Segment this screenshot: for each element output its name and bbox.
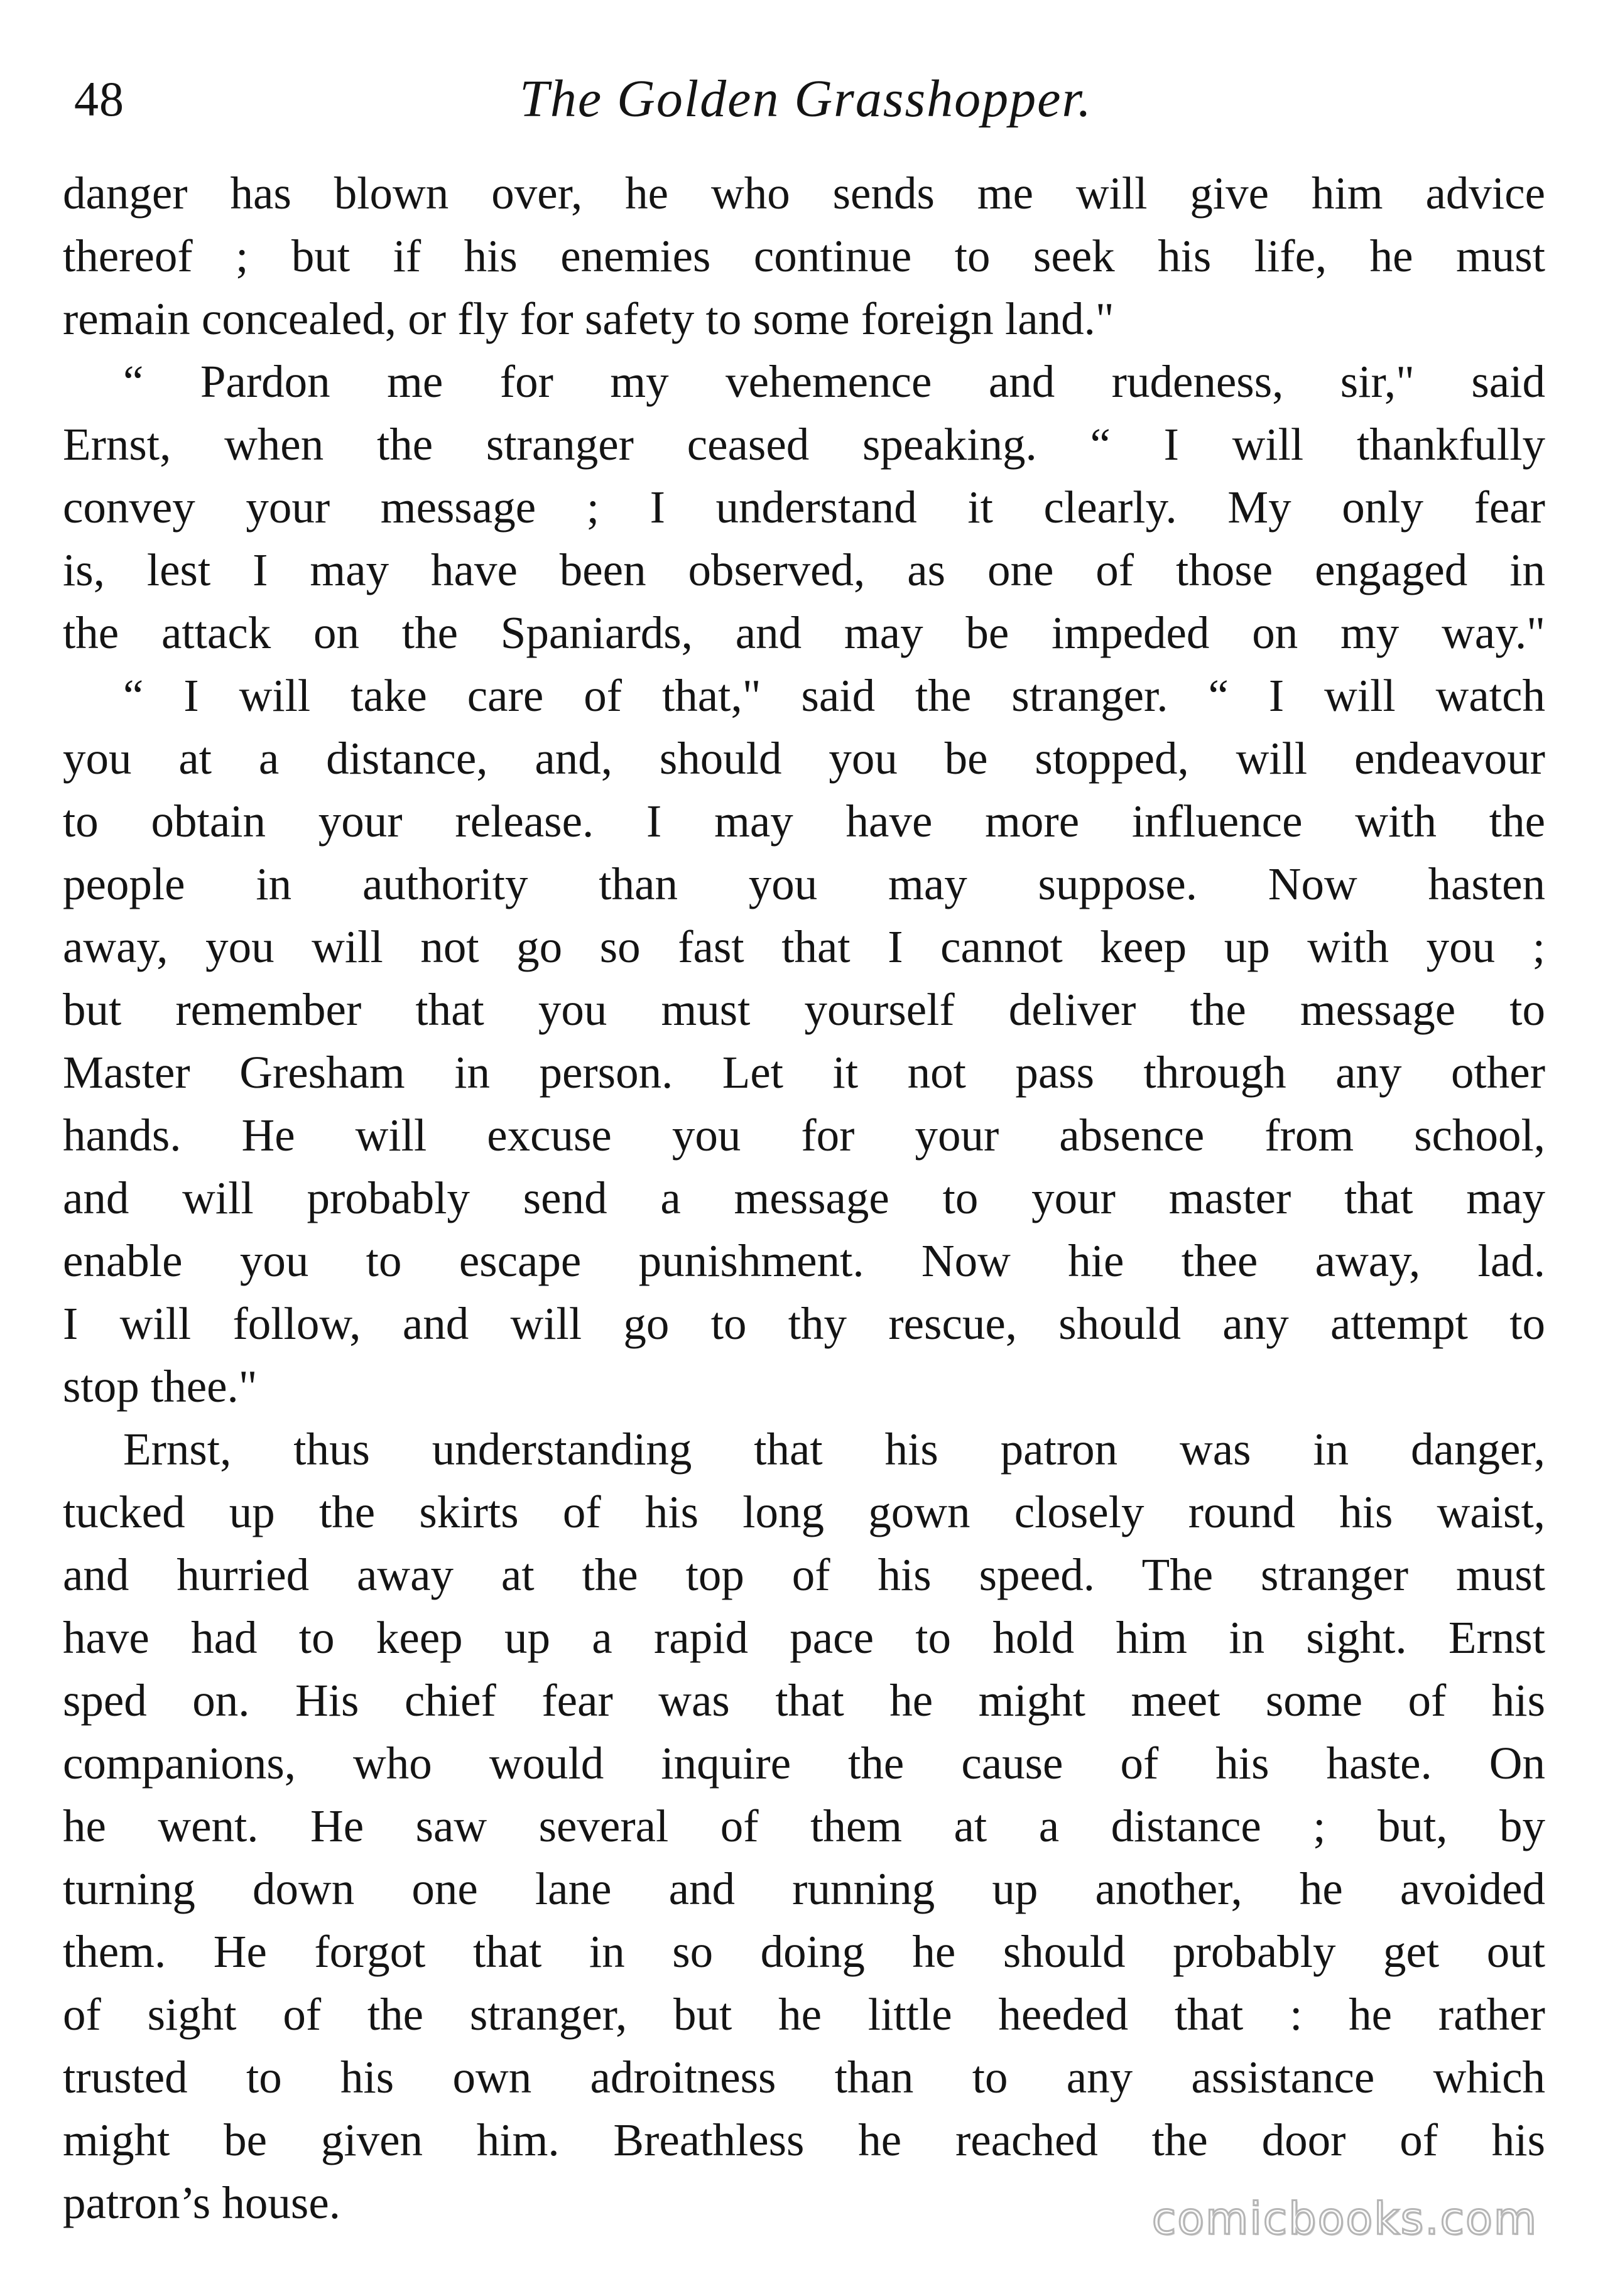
text-line: might be given him. Breathless he reached the door of his: [63, 2115, 1545, 2165]
text-line: have had to keep up a rapid pace to hold him in sight. Ernst: [63, 1612, 1545, 1663]
text-line: Master Gresham in person. Let it not pass through any other: [63, 1047, 1545, 1098]
text-line: enable you to escape punishment. Now hie thee away, lad.: [63, 1235, 1545, 1286]
running-title: The Golden Grasshopper.: [519, 70, 1092, 128]
text-line: and hurried away at the top of his speed. The stranger must: [63, 1549, 1545, 1600]
text-line: people in authority than you may suppose. Now hasten: [63, 858, 1545, 909]
text-line: sped on. His chief fear was that he might meet some of his: [63, 1675, 1545, 1726]
text-line: convey your message ; I understand it clearly. My only fear: [63, 482, 1545, 533]
text-line: he went. He saw several of them at a distance ; but, by: [63, 1801, 1545, 1851]
text-line: “ I will take care of that," said the stranger. “ I will watch: [123, 670, 1545, 721]
text-line: stop thee.": [63, 1361, 258, 1412]
text-line: hands. He will excuse you for your absence from school,: [63, 1110, 1545, 1161]
text-line: you at a distance, and, should you be stopped, will endeavour: [63, 733, 1545, 784]
text-line: is, lest I may have been observed, as one of those engaged in: [63, 544, 1545, 595]
text-line: and will probably send a message to your master that may: [63, 1172, 1545, 1223]
text-line: Ernst, thus understanding that his patron was in danger,: [123, 1424, 1545, 1475]
text-line: turning down one lane and running up another, he avoided: [63, 1863, 1545, 1914]
text-line: away, you will not go so fast that I cannot keep up with you ;: [63, 921, 1545, 972]
text-line: “ Pardon me for my vehemence and rudeness, sir," said: [123, 356, 1545, 407]
watermark: comicbooks.com: [1151, 2193, 1538, 2245]
text-line: but remember that you must yourself deliver the message to: [63, 984, 1545, 1035]
text-line: them. He forgot that in so doing he should probably get out: [63, 1926, 1545, 1977]
page-header: [74, 68, 1538, 137]
text-line: the attack on the Spaniards, and may be impeded on my way.": [63, 607, 1545, 658]
body-text: [63, 162, 1545, 2234]
text-line: companions, who would inquire the cause of his haste. On: [63, 1738, 1545, 1789]
text-line: thereof ; but if his enemies continue to seek his life, he must: [63, 230, 1545, 281]
text-line: remain concealed, or fly for safety to some foreign land.": [63, 293, 1114, 344]
text-line: Ernst, when the stranger ceased speaking. “ I will thankfully: [63, 419, 1545, 470]
text-line: of sight of the stranger, but he little heeded that : he rather: [63, 1989, 1545, 2040]
text-line: I will follow, and will go to thy rescue, should any attempt to: [63, 1298, 1545, 1349]
text-line: to obtain your release. I may have more influence with the: [63, 796, 1545, 847]
page-number: 48: [74, 72, 124, 126]
text-line: tucked up the skirts of his long gown closely round his waist,: [63, 1486, 1545, 1537]
text-line: patron’s house.: [63, 2177, 340, 2228]
text-line: danger has blown over, he who sends me will give him advice: [63, 168, 1545, 219]
text-line: trusted to his own adroitness than to any assistance which: [63, 2052, 1545, 2103]
